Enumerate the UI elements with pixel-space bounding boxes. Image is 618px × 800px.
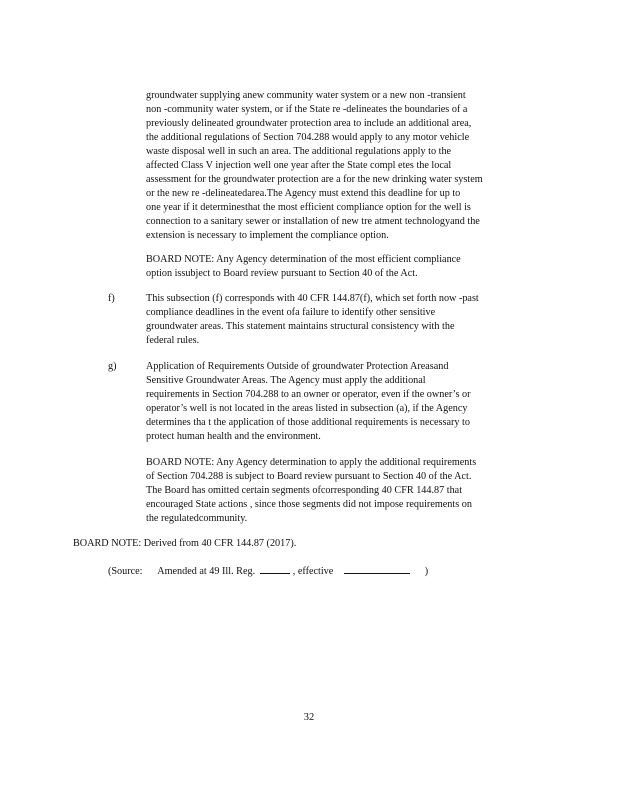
text-line: of Section 704.288 is subject to Board review pursuant to Section 40 of the Act. xyxy=(146,471,472,482)
text-line: federal rules. xyxy=(146,335,200,346)
text-line: the additional regulations of Section 704.288 would apply to any motor vehicle xyxy=(146,132,470,143)
page-number: 32 xyxy=(303,712,315,723)
effective-date-blank xyxy=(344,563,410,574)
source-effective: , effective xyxy=(292,566,334,577)
text-line: groundwater areas. This statement maintains structural consistency with the xyxy=(146,321,455,332)
text-line: assessment for the groundwater protection are a for the new drinking water system xyxy=(146,174,483,185)
text-line: This subsection (f) corresponds with 40 CFR 144.87(f), which set forth now -past xyxy=(146,293,479,304)
source-line xyxy=(108,563,428,579)
subsection-g-text xyxy=(146,360,530,444)
source-close: ) xyxy=(424,566,429,577)
text-line: option issubject to Board review pursuant to Section 40 of the Act. xyxy=(146,268,418,279)
text-line: BOARD NOTE: Any Agency determination to apply the additional requirements xyxy=(146,457,477,468)
text-line: BOARD NOTE: Any Agency determination of the most efficient compliance xyxy=(146,254,461,265)
text-line: waste disposal well in such an area. The additional regulations apply to the xyxy=(146,146,452,157)
text-line: operator’s well is not located in the areas listed in subsection (a), if the Agency xyxy=(146,403,468,414)
text-line: non -community water system, or if the State re -delineates the boundaries of a xyxy=(146,104,468,115)
text-line: the regulatedcommunity. xyxy=(146,513,248,524)
text-line: requirements in Section 704.288 to an owner or operator, even if the owner’s or xyxy=(146,389,471,400)
board-note-g xyxy=(146,456,530,526)
text-line: or the new re -delineatedarea.The Agency must extend this deadline for up to xyxy=(146,188,461,199)
text-line: determines tha t the application of those additional requirements is necessary to xyxy=(146,417,470,428)
source-open: (Source: xyxy=(108,566,143,577)
text-line: Application of Requirements Outside of groundwater Protection Areasand xyxy=(146,361,449,372)
text-line: one year if it determinesthat the most efficient compliance option for the well is xyxy=(146,202,471,213)
text-line: extension is necessary to implement the compliance option. xyxy=(146,230,389,241)
subsection-f-label: f) xyxy=(108,293,115,304)
reg-page-blank xyxy=(260,563,290,574)
text-line: Sensitive Groundwater Areas. The Agency must apply the additional xyxy=(146,375,426,386)
text-line: encouraged State actions , since those segments did not impose requirements on xyxy=(146,499,472,510)
intro-paragraph xyxy=(146,89,536,243)
board-note-derived: BOARD NOTE: Derived from 40 CFR 144.87 (2017). xyxy=(73,538,297,549)
text-line: previously delineated groundwater protection area to include an additional area, xyxy=(146,118,472,129)
text-line: The Board has omitted certain segments ofcorresponding 40 CFR 144.87 that xyxy=(146,485,463,496)
text-line: protect human health and the environment. xyxy=(146,431,321,442)
source-amended: Amended at 49 Ill. Reg. xyxy=(157,566,256,577)
text-line: connection to a sanitary sewer or installation of new tre atment technologyand the xyxy=(146,216,480,227)
subsection-f-text xyxy=(146,292,514,348)
text-line: compliance deadlines in the event ofa failure to identify other sensitive xyxy=(146,307,436,318)
text-line: groundwater supplying anew community water system or a new non -transient xyxy=(146,90,466,101)
subsection-g-label: g) xyxy=(108,361,117,372)
text-line: affected Class V injection well one year after the State compl etes the local xyxy=(146,160,452,171)
board-note-e xyxy=(146,253,512,281)
